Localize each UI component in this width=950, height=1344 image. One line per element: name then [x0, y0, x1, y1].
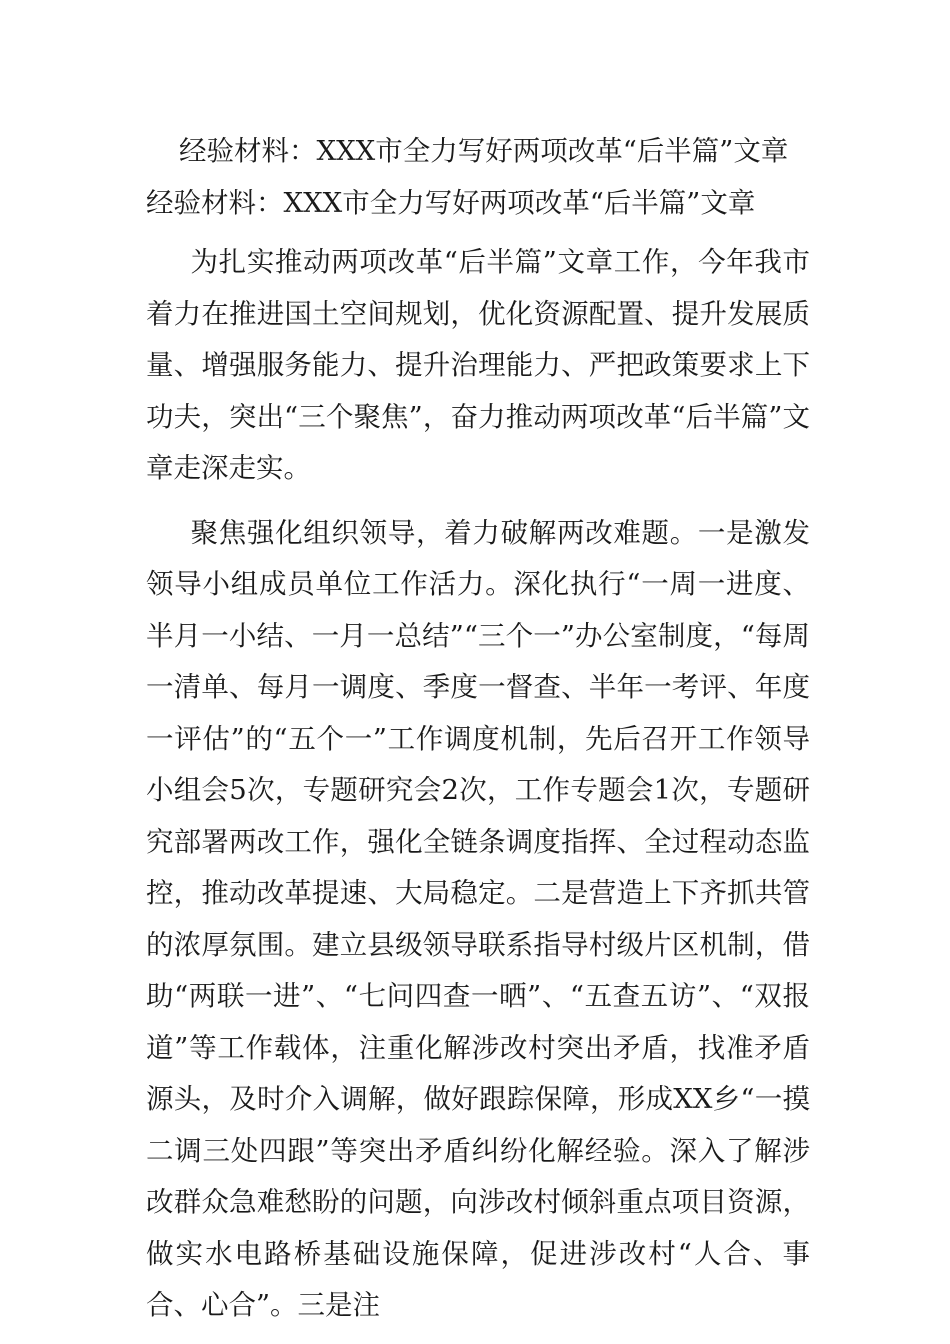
document-subtitle: 经验材料：XXX市全力写好两项改革“后半篇”文章: [146, 186, 756, 219]
document-title: 经验材料：XXX市全力写好两项改革“后半篇”文章: [179, 135, 789, 167]
body-paragraph: 聚焦强化组织领导，着力破解两改难题。一是激发领导小组成员单位工作活力。深化执行“一周一进度、半月一小结、一月一总结”“三个一”办公室制度，“每周一清单、每月一调度、季度一督查、半年一考评、年度一评估”的“五个一”工作调度机制，先后召开工作领导小组会5次，专题研究会2次，工作专题会1次，专题研究部署两改工作，强化全链条调度指挥、全过程动态监控，推动改革提速、大局稳定。二是营造上下齐抓共管的浓厚氛围。建立县级领导联系指导村级片区机制，借助“两联一进”、“七问四查一晒”、“五查五访”、“双报道”等工作载体，注重化解涉改村突出矛盾，找准矛盾源头，及时介入调解，做好跟踪保障，形成XX乡“一摸二调三处四跟”等突出矛盾纠纷化解经验。深入了解涉改群众急难愁盼的问题，向涉改村倾斜重点项目资源，做实水电路桥基础设施保障，促进涉改村“人合、事合、心合”。三是注: [146, 516, 810, 1321]
document-body: [146, 126, 810, 1332]
intro-paragraph: 为扎实推动两项改革“后半篇”文章工作，今年我市着力在推进国土空间规划，优化资源配置、提升发展质量、增强服务能力、提升治理能力、严把政策要求上下功夫，突出“三个聚焦”，奋力推动两项改革“后半篇”文章走深走实。: [146, 246, 810, 484]
